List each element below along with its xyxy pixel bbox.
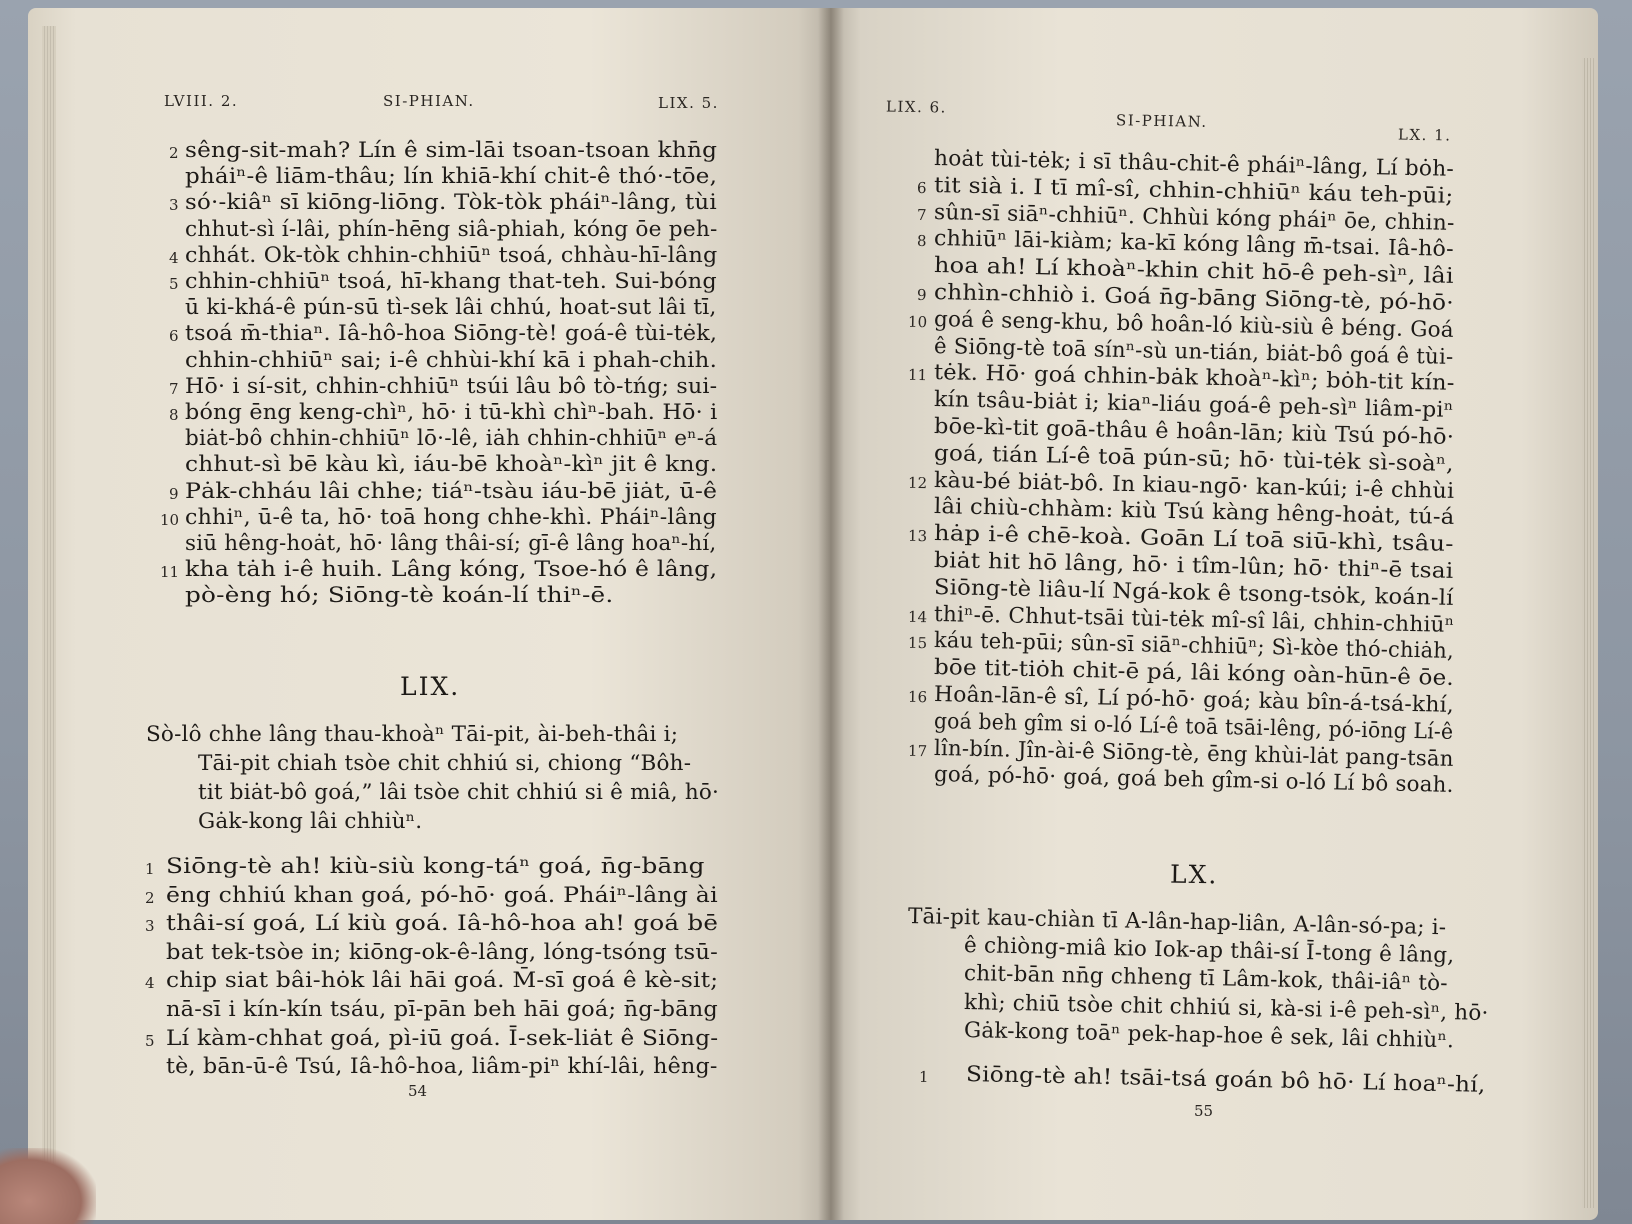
right-running-head-center: SI-PHIAN. (1115, 111, 1208, 131)
text-line: Hoân-lān-ê sî, Lí pó-hō· goá; kàu bîn-á-tsá-khí, (933, 682, 1455, 718)
verse-number: 10 (907, 312, 928, 331)
text-line: bóng ēng keng-chìⁿ, hō· i tū-khì chìⁿ-bah. Hō· i (185, 400, 718, 425)
book-gutter (818, 8, 844, 1220)
left-running-head-right: LIX. 5. (658, 94, 719, 112)
text-line: ēng chhiú khan goá, pó-hō· goá. Pháiⁿ-lâng ài (166, 882, 718, 908)
text-line: tè, bān-ū-ê Tsú, Iâ-hô-hoa, liâm-piⁿ khí-lâi, hêng- (166, 1054, 718, 1080)
text-line: thâi-sí goá, Lí kiù goá. Iâ-hô-hoa ah! goá bē (166, 911, 719, 937)
text-line: sûn-sī siāⁿ-chhiūⁿ. Chhùi kóng pháiⁿ ōe, chhin- (933, 199, 1455, 236)
verse-number: 4 (169, 248, 179, 267)
text-line: káu teh-pūi; sûn-sī siāⁿ-chhiūⁿ; Sì-kòe thó-chiȧh, (933, 628, 1455, 665)
text-line: bōe-kì-tit goā-thâu ê hoân-lān; kiù Tsú pó-hō· (933, 414, 1455, 450)
text-line: chhut-sì í-lâi, phín-hēng siâ-phiah, kóng ōe peh- (185, 216, 718, 242)
verse-number: 6 (169, 327, 179, 346)
text-line: chhin-chhiūⁿ sai; i-ê chhùi-khí kā i phah-chih. (185, 347, 718, 373)
text-line: Siōng-tè ah! kiù-siù kong-táⁿ goá, n̄g-bāng (166, 854, 705, 879)
left-page-number: 54 (408, 1082, 428, 1100)
verse-number: 7 (169, 379, 179, 398)
open-book (28, 8, 1598, 1220)
text-line: chhát. Ok-tòk chhin-chhiūⁿ tsoá, chhàu-hī-lâng (185, 242, 718, 268)
summary-line: Tāi-pit chiah tsòe chit chhiú si, chiong “Bôh- (198, 751, 692, 776)
text-line: chhut-sì bē kàu kì, iáu-bē khoàⁿ-kìⁿ jit ê kng. (185, 452, 718, 478)
verse-number: 8 (916, 232, 927, 251)
verse-number: 16 (907, 687, 928, 707)
text-line: bōe tit-tiȯh chit-ē pá, lâi kóng oàn-hūn-ê ōe. (933, 655, 1455, 692)
text-line: chhin-chhiūⁿ tsoá, hī-khang that-teh. Sui-bóng (185, 269, 717, 294)
text-line: chhiⁿ, ū-ê ta, hō· toā hong chhe-khì. Pháiⁿ-lâng (185, 504, 717, 530)
verse-number: 5 (145, 1031, 155, 1050)
text-line: pháiⁿ-ê liām-thâu; lín khiā-khí chit-ê thó·-tōe, (185, 164, 718, 190)
verse-number: 11 (160, 563, 180, 582)
verse-number: 12 (907, 473, 928, 492)
verse-number: 13 (907, 526, 928, 546)
verse-number: 2 (169, 144, 179, 162)
text-line: siū hêng-hoȧt, hō· lâng thâi-sí; gī-ê lâng hoaⁿ-hí, (185, 531, 717, 556)
summary-line: Gȧk-kong toāⁿ pek-hap-hoe ê sek, lâi chhiùⁿ. (963, 1018, 1455, 1054)
text-line: nā-sī i kín-kín tsáu, pī-pān beh hāi goá; n̄g-bāng (166, 997, 718, 1022)
summary-line: Sò-lô chhe lâng thau-khoàⁿ Tāi-pit, ài-beh-thâi i; (146, 722, 679, 747)
text-line: biȧt hit hō lâng, hō· i tîm-lûn; hō· thiⁿ-ē tsai (933, 548, 1454, 584)
text-line: lâi chiù-chhàm: kiù Tsú kàng hêng-hoȧt, tú-á (933, 494, 1455, 531)
left-running-head-left: LVIII. 2. (164, 92, 239, 110)
right-page (830, 8, 1598, 1220)
text-line: tit sià i. I tī mî-sî, chhin-chhiūⁿ káu teh-pūi; (933, 172, 1454, 209)
summary-line: tit biȧt-bô goá,” lâi tsòe chit chhiú si ê miâ, hō· (198, 780, 720, 805)
summary-line: khì; chiū tsòe chit chhiú si, kà-si i-ê peh-sìⁿ, hō· (963, 989, 1489, 1026)
text-line: goá, tián Lí-ê toā pún-sū; hō· tùi-tėk sì-soàⁿ, (933, 440, 1454, 477)
left-page-edges (42, 26, 56, 1216)
right-page-number: 55 (1194, 1102, 1214, 1120)
verse-number: 2 (145, 888, 155, 907)
left-running-head-center: SI-PHIAN. (383, 92, 475, 110)
summary-line: Gȧk-kong lâi chhiùⁿ. (198, 809, 423, 834)
right-page-edges (1582, 58, 1594, 1208)
verse-number: 7 (916, 205, 927, 224)
text-line: bat tek-tsòe in; kiōng-ok-ê-lâng, lóng-tsóng tsū- (166, 939, 718, 965)
text-line: ê Siōng-tè toā sínⁿ-sù un-tián, biȧt-bô goá ê tùi- (933, 333, 1454, 370)
text-line: só·-kiâⁿ sī kiōng-liōng. Tòk-tòk pháiⁿ-lâng, tùi (185, 190, 717, 216)
right-running-head-right: LX. 1. (1397, 125, 1452, 145)
left-chapter-heading: LIX. (400, 672, 461, 701)
text-line: Lí kàm-chhat goá, pì-iū goá. Ī-sek-liȧt ê Siōng- (166, 1025, 719, 1051)
verse-number: 14 (907, 607, 928, 626)
text-line: goá, pó-hō· goá, goá beh gîm-si o-ló Lí bô soah. (933, 762, 1454, 799)
verse-number: 15 (907, 634, 928, 653)
verse-number: 1 (145, 860, 155, 878)
text-line: biȧt-bô chhin-chhiūⁿ lō·-lê, iȧh chhin-chhiūⁿ eⁿ-á (185, 426, 718, 452)
verse-number: 9 (169, 484, 179, 503)
summary-line: Tāi-pit kau-chiàn tī A-lân-hap-liân, A-lân-só-pa; i- (907, 904, 1447, 941)
verse-number: 4 (145, 974, 155, 993)
thumb (0, 1148, 96, 1224)
text-line: chip siat bâi-hȯk lâi hāi goá. M̄-sī goá ê kè-sit; (166, 968, 719, 994)
text-line: goá ê seng-khu, bô hoân-ló kiù-siù ê béng. Goá (933, 306, 1455, 343)
verse-number: 3 (169, 196, 179, 215)
text-line: ū ki-khá-ê pún-sū tì-sek lâi chhú, hoat-sut lâi tī, (185, 295, 717, 321)
text-line: Siōng-tè ah! tsāi-tsá goán bô hō· Lí hoaⁿ-hí, (965, 1062, 1486, 1098)
right-running-head-left: LIX. 6. (885, 97, 948, 117)
text-line: thiⁿ-ē. Chhut-tsāi tùi-tėk mî-sî lâi, chhin-chhiūⁿ (933, 601, 1455, 638)
verse-number: 10 (160, 510, 180, 529)
text-line: hȧp i-ê chē-koà. Goān Lí toā siū-khì, tsâu- (933, 521, 1454, 558)
text-line: goá beh gîm si o-ló Lí-ê toā tsāi-lêng, pó-iōng Lí-ê (933, 708, 1454, 745)
text-line: sêng-sit-mah? Lín ê sim-lāi tsoan-tsoan khn̄g (185, 138, 718, 163)
left-page (28, 8, 830, 1220)
right-chapter-heading: LX. (1169, 859, 1219, 890)
text-line: tsoá m̄-thiaⁿ. Iâ-hô-hoa Siōng-tè! goá-ê tùi-tėk, (185, 321, 718, 347)
summary-line: chit-bān nn̄g chheng tī Lâm-kok, thâi-iâⁿ tò- (963, 961, 1448, 997)
text-line: hoȧt tùi-tėk; i sī thâu-chit-ê pháiⁿ-lâng, Lí bȯh- (933, 146, 1455, 182)
verse-number: 3 (145, 917, 155, 936)
verse-number: 8 (169, 406, 179, 424)
text-line: chhìn-chhiò i. Goá n̄g-bāng Siōng-tè, pó-hō· (933, 280, 1455, 316)
text-line: kha tȧh i-ê huih. Lâng kóng, Tsoe-hó ê lâng, (185, 557, 718, 583)
verse-number: 9 (916, 285, 927, 305)
verse-number: 1 (918, 1067, 929, 1087)
verse-number: 6 (916, 178, 927, 197)
text-line: kàu-bé biȧt-bô. In kiau-ngō· kan-kúi; i-ê chhùi (933, 467, 1455, 504)
text-line: Pȧk-chháu lâi chhe; tiáⁿ-tsàu iáu-bē jiȧt, ū-ê (185, 478, 718, 504)
text-line: kín tsâu-biȧt i; kiaⁿ-liáu goá-ê peh-sìⁿ liâm-piⁿ (933, 387, 1454, 424)
text-line: pò-èng hó; Siōng-tè koán-lí thiⁿ-ē. (185, 583, 614, 609)
verse-number: 5 (169, 275, 179, 293)
verse-number: 17 (907, 741, 928, 760)
text-line: hoa ah! Lí khoàⁿ-khin chit hō-ê peh-sìⁿ, lâi (933, 253, 1455, 290)
text-line: Siōng-tè liâu-lí Ngá-kok ê tsong-tsȯk, koán-lí (933, 574, 1454, 611)
text-line: lîn-bín. Jîn-ài-ê Siōng-tè, ēng khùi-lȧt pang-tsān (933, 735, 1454, 772)
text-line: tėk. Hō· goá chhin-bȧk khoàⁿ-kìⁿ; bȯh-tit kín- (933, 360, 1455, 397)
text-line: chhiūⁿ lāi-kiàm; ka-kī kóng lâng m̄-tsai. Iâ-hô- (933, 226, 1455, 263)
summary-line: ê chiòng-miâ kio Iok-ap thâi-sí Ī-tong ê lâng, (963, 932, 1455, 968)
text-line: Hō· i sí-sit, chhin-chhiūⁿ tsúi lâu bô tò-tńg; sui- (185, 373, 718, 399)
verse-number: 11 (907, 366, 928, 385)
